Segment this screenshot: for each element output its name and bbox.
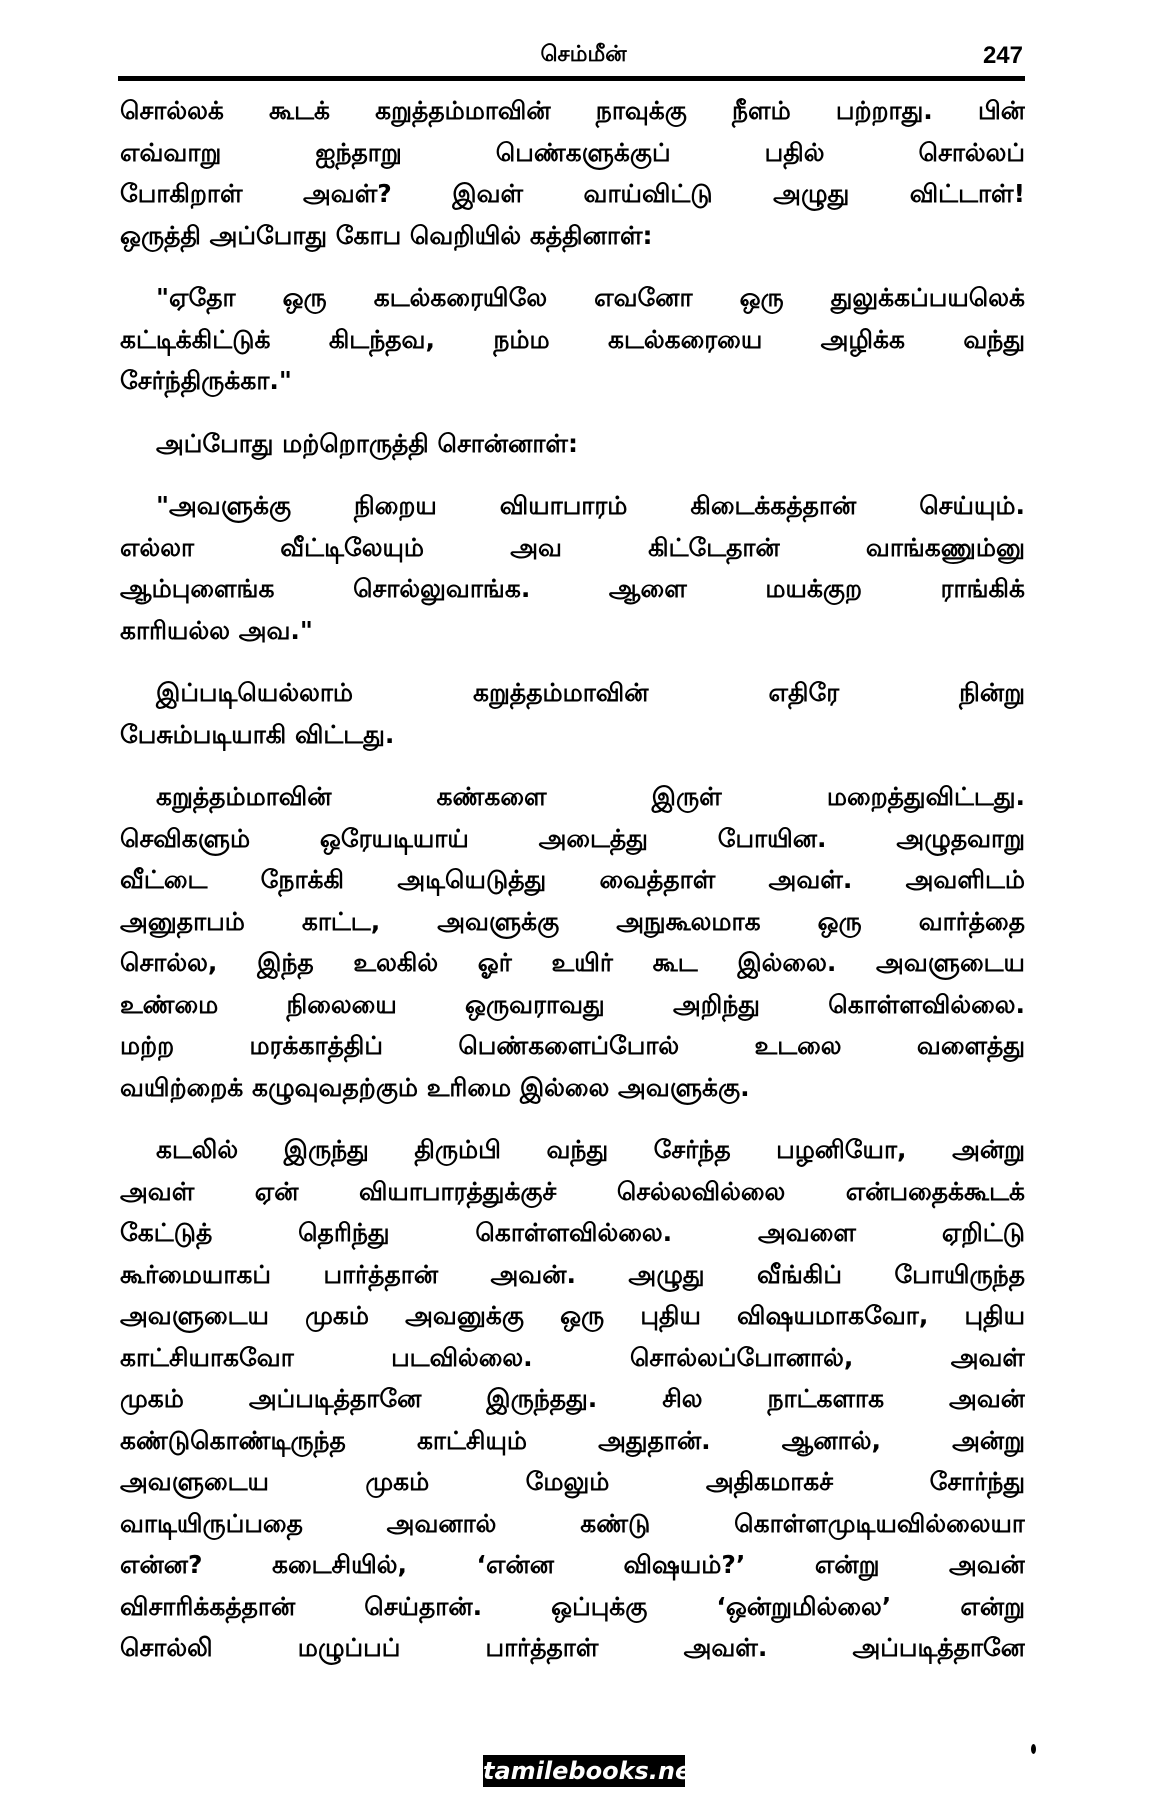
text-line: மற்ற மரக்காத்திப் பெண்களைப்போல் உடலை வளைத்து <box>120 1031 1025 1060</box>
text-line: போகிறாள் அவள்? இவள் வாய்விட்டு அழுது விட்டாள்! <box>120 179 1025 208</box>
text-line: "ஏதோ ஒரு கடல்கரையிலே எவனோ ஒரு துலுக்கப்பயலெக் <box>156 283 1025 312</box>
text-line: வாடியிருப்பதை அவனால் கண்டு கொள்ளமுடியவில்லையா <box>120 1508 1025 1538</box>
text-line: எவ்வாறு ஐந்தாறு பெண்களுக்குப் பதில் சொல்லப் <box>120 137 1025 167</box>
running-header-title: செம்மீன் <box>540 42 627 67</box>
text-line: அனுதாபம் காட்ட, அவளுக்கு அநுகூலமாக ஒரு வார்த்தை <box>120 906 1025 936</box>
text-line: சொல்ல, இந்த உலகில் ஓர் உயிர் கூட இல்லை. அவளுடைய <box>120 948 1025 977</box>
text-line: "அவளுக்கு நிறைய வியாபாரம் கிடைக்கத்தான் செய்யும். <box>156 491 1025 520</box>
text-line: அப்போது மற்றொருத்தி சொன்னாள்: <box>156 428 578 458</box>
text-line: விசாரிக்கத்தான் செய்தான். ஒப்புக்கு ‘ஒன்றுமில்லை’ என்று <box>120 1591 1025 1621</box>
text-line: ஆம்புளைங்க சொல்லுவாங்க. ஆளை மயக்குற ராங்கிக் <box>120 574 1025 603</box>
text-line: அவளுடைய முகம் அவனுக்கு ஒரு புதிய விஷயமாகவோ, புதிய <box>120 1301 1025 1330</box>
text-line: கடலில் இருந்து திரும்பி வந்து சேர்ந்த பழனியோ, அன்று <box>156 1135 1025 1164</box>
text-line: கூர்மையாகப் பார்த்தான் அவன். அழுது வீங்கிப் போயிருந்த <box>120 1259 1025 1289</box>
watermark: tamilebooks.net <box>483 1757 703 1785</box>
paragraph <box>120 776 1025 1108</box>
text-line: சொல்லக் கூடக் கறுத்தம்மாவின் நாவுக்கு நீளம் பற்றாது. பின் <box>120 96 1025 125</box>
text-line: சேர்ந்திருக்கா." <box>120 366 292 395</box>
header-rule <box>118 76 1025 81</box>
paragraph <box>120 672 1025 755</box>
paragraph <box>120 423 1025 465</box>
text-line: வயிற்றைக் கழுவுவதற்கும் உரிமை இல்லை அவளுக்கு. <box>120 1072 750 1102</box>
text-line: செவிகளும் ஒரேயடியாய் அடைத்து போயின. அழுதவாறு <box>120 823 1025 853</box>
text-line: கண்டுகொண்டிருந்த காட்சியும் அதுதான். ஆனால், அன்று <box>120 1425 1025 1455</box>
text-line: காட்சியாகவோ படவில்லை. சொல்லப்போனால், அவள் <box>120 1342 1025 1372</box>
paragraph <box>120 277 1025 402</box>
text-line: கேட்டுத் தெரிந்து கொள்ளவில்லை. அவளை ஏறிட்டு <box>120 1218 1025 1247</box>
text-line: அவள் ஏன் வியாபாரத்துக்குச் செல்லவில்லை என்பதைக்கூடக் <box>120 1176 1025 1206</box>
text-line: ஒருத்தி அப்போது கோப வெறியில் கத்தினாள்: <box>120 220 653 250</box>
text-line: பேசும்படியாகி விட்டது. <box>120 719 395 749</box>
text-line: அவளுடைய முகம் மேலும் அதிகமாகச் சோர்ந்து <box>120 1467 1025 1496</box>
page-number: 247 <box>982 42 1023 69</box>
paragraph <box>120 1129 1025 1669</box>
text-line: என்ன? கடைசியில், ‘என்ன விஷயம்?’ என்று அவன் <box>120 1550 1025 1579</box>
text-line: இப்படியெல்லாம் கறுத்தம்மாவின் எதிரே நின்று <box>156 678 1025 707</box>
text-line: கறுத்தம்மாவின் கண்களை இருள் மறைத்துவிட்டது. <box>156 782 1025 811</box>
text-line: சொல்லி மழுப்பப் பார்த்தாள் அவள். அப்படித்தானே <box>120 1633 1025 1662</box>
paragraph <box>120 485 1025 651</box>
paragraph <box>120 90 1025 256</box>
text-line: காரியல்ல அவ." <box>120 615 313 645</box>
text-line: வீட்டை நோக்கி அடியெடுத்து வைத்தாள் அவள். அவளிடம் <box>120 865 1025 894</box>
text-line: முகம் அப்படித்தானே இருந்தது. சில நாட்களாக அவன் <box>120 1384 1025 1413</box>
page-body <box>120 90 1025 1690</box>
text-line: எல்லா வீட்டிலேயும் அவ கிட்டேதான் வாங்கணும்னு <box>120 532 1025 562</box>
text-line: உண்மை நிலையை ஒருவராவது அறிந்து கொள்ளவில்லை. <box>120 989 1025 1019</box>
text-line: கட்டிக்கிட்டுக் கிடந்தவ, நம்ம கடல்கரையை அழிக்க வந்து <box>120 324 1025 354</box>
ink-dot <box>1031 1744 1036 1754</box>
